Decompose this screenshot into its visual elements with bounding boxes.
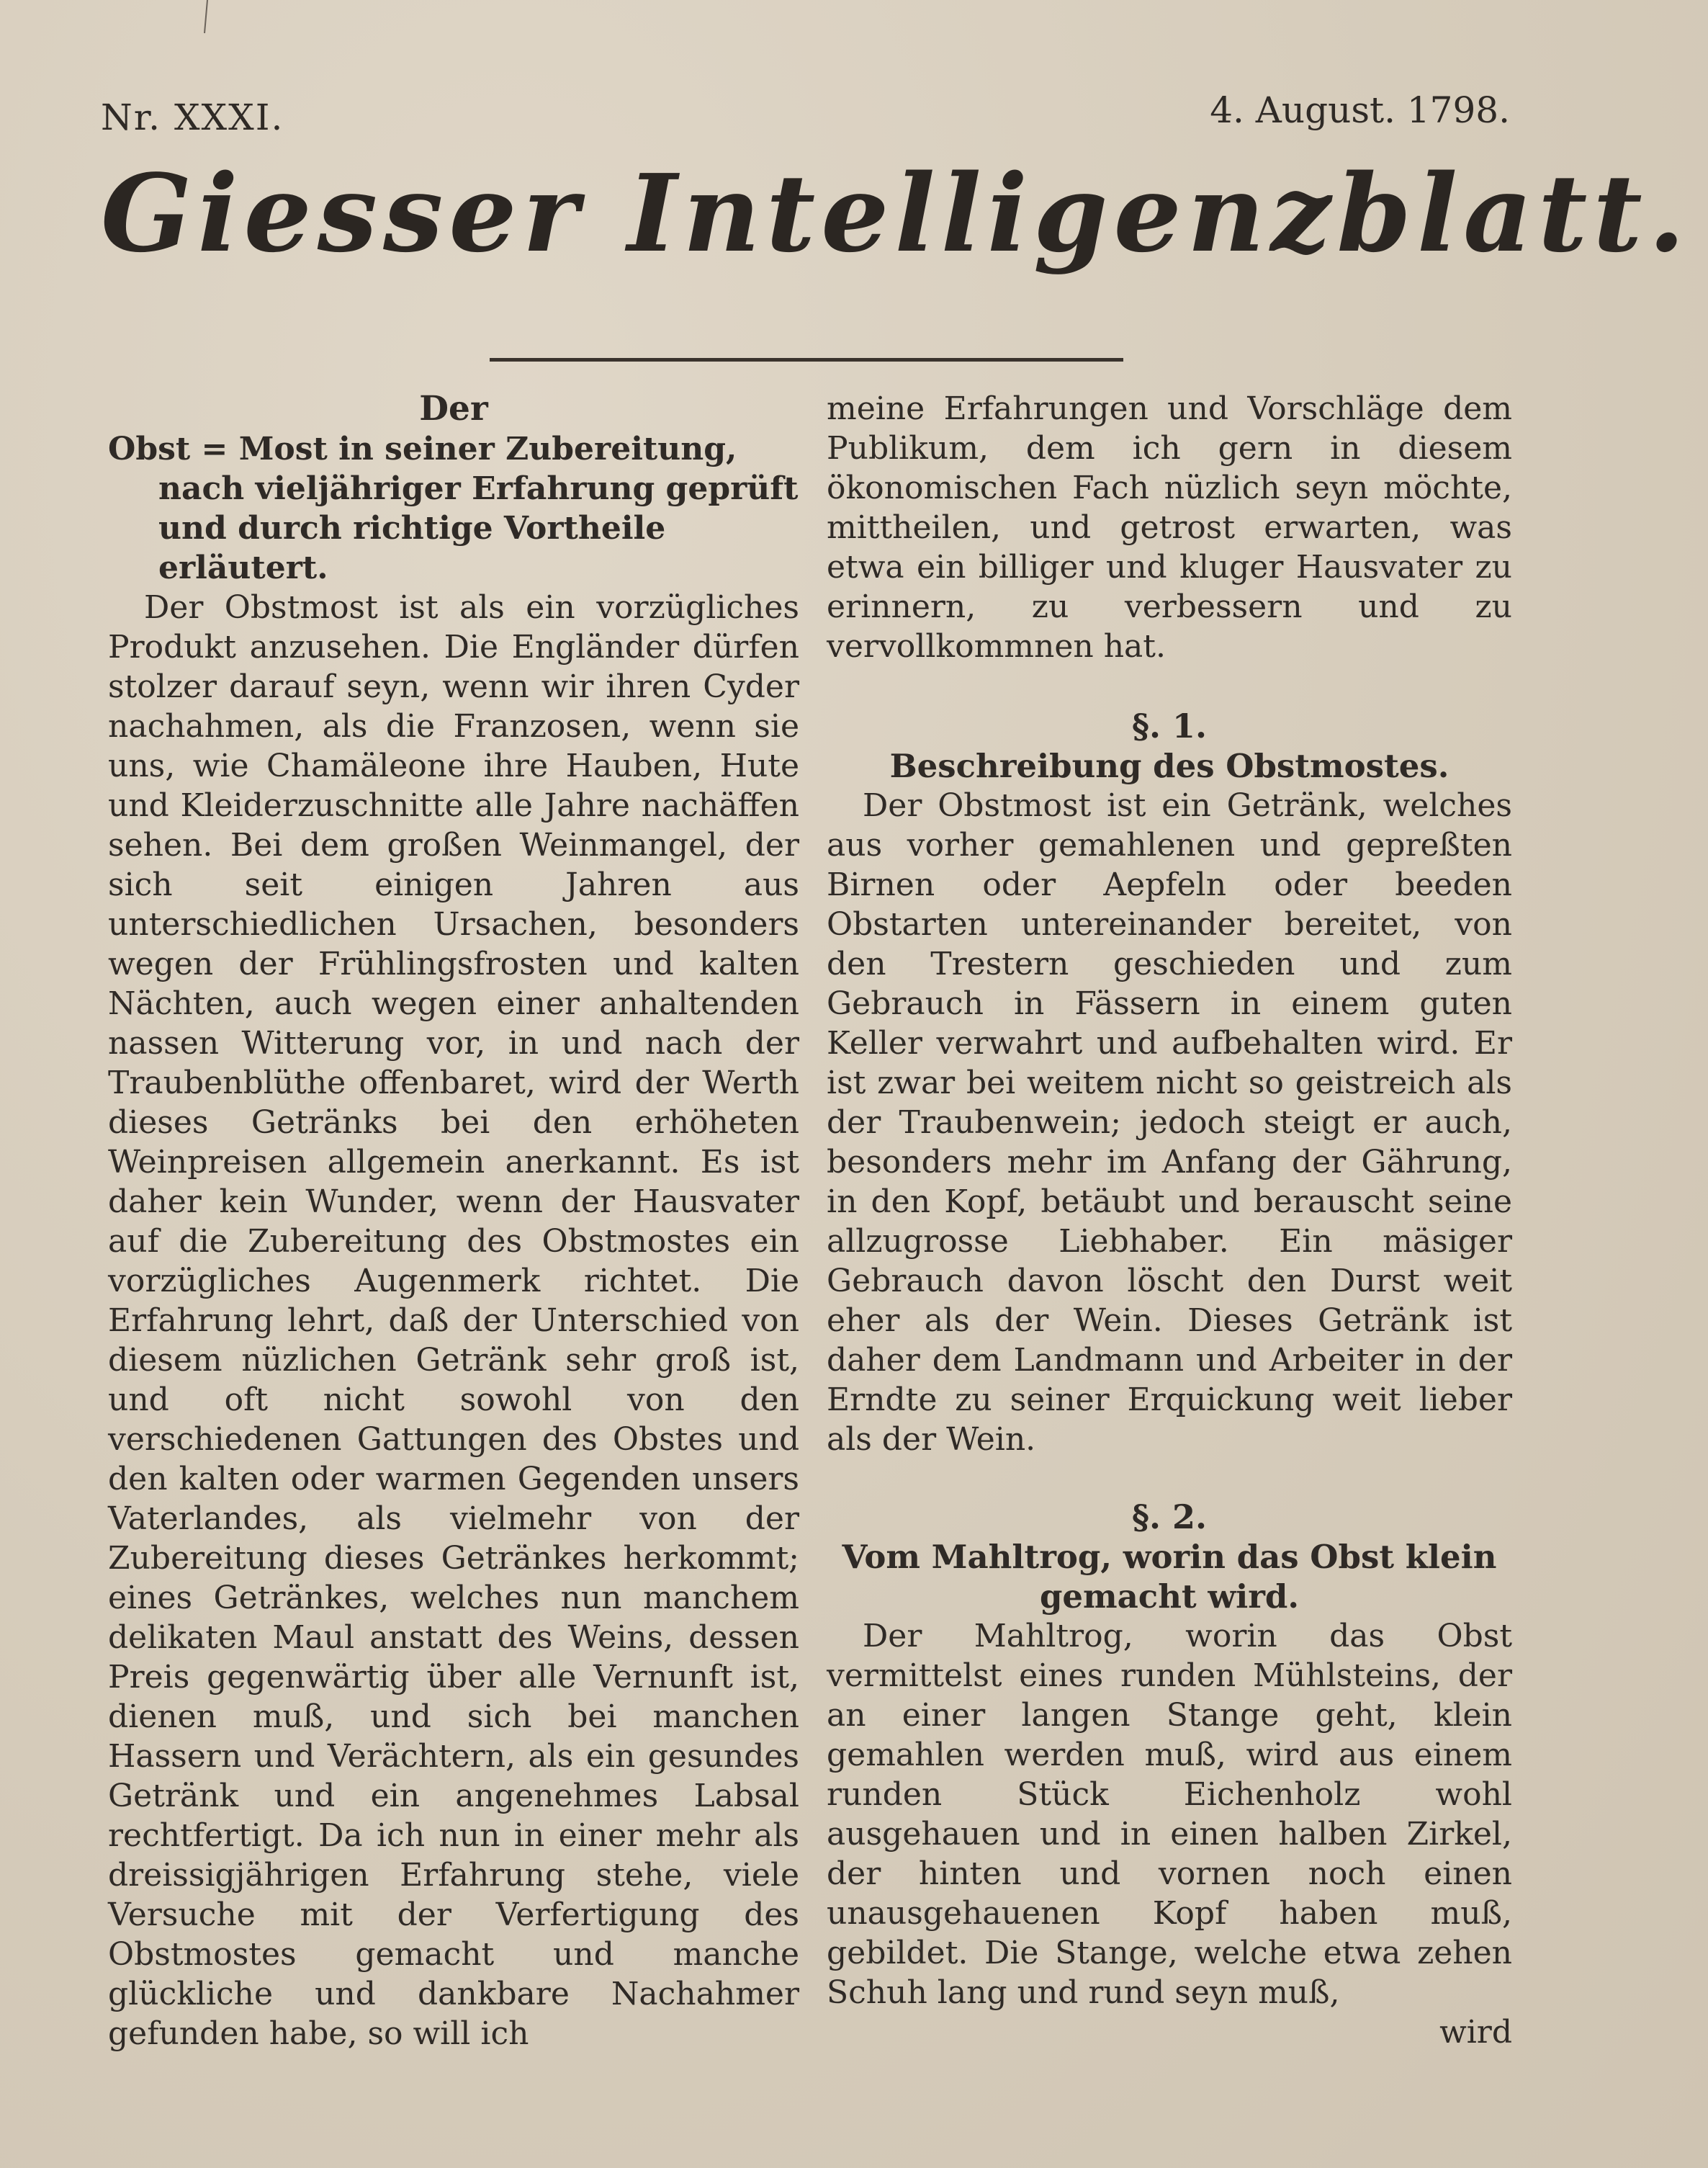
right-column	[827, 389, 1512, 2052]
pencil-mark	[203, 0, 209, 35]
masthead-rule	[490, 358, 1123, 362]
section-1-heading: Beschreibung des Obstmostes.	[889, 747, 1449, 785]
intro-paragraph: Der Obstmost ist als ein vorzügliches Produkt anzusehen. Die Engländer dürfen stolzer darauf seyn, wenn wir ihren Cyder nachahmen, als die Franzosen, wenn sie uns, wie Chamäleone ihre Hauben, Hute und Kleiderzuschnitte alle Jahre nachäffen sehen. Bei dem großen Weinmangel, der sich seit einigen Jahren aus unterschiedlichen Ursachen, besonders wegen der Frühlingsfrosten und kalten Nächten, auch wegen einer anhaltenden nassen Witterung vor, in und nach der Traubenblüthe offenbaret, wird der Werth dieses Getränks bei den erhöheten Weinpreisen allgemein anerkannt. Es ist daher kein Wunder, wenn der Hausvater auf die Zubereitung des Obstmostes ein vorzügliches Augenmerk richtet. Die Erfahrung lehrt, daß der Unterschied von diesem nüzlichen Getränk sehr groß ist, und oft nicht sowohl von den verschiedenen Gattungen des Obstes und den kalten oder warmen Gegenden unsers Vaterlandes, als vielmehr von der Zubereitung dieses Getränkes herkommt; eines Getränkes, welches nun manchem delikaten Maul anstatt des Weins, dessen Preis gegenwärtig über alle Vernunft ist, dienen muß, und sich bei manchen Hassern und Verächtern, als ein gesundes Getränk und ein angenehmes Labsal rechtfertigt. Da ich nun in einer mehr als dreissigjährigen Erfahrung stehe, viele Versuche mit der Verfertigung des Obstmostes gemacht und manche glückliche und dankbare Nachahmer gefunden habe, so will ich	[108, 589, 799, 2052]
issue-number: Nr. XXXI.	[101, 97, 284, 138]
catchword: wird	[1439, 2014, 1512, 2051]
masthead-title: Giesser Intelligenzblatt.	[101, 151, 1691, 276]
left-column	[108, 389, 799, 2053]
section-2-text: Der Mahltrog, worin das Obst vermittelst eines runden Mühlsteins, der an einer langen Stange geht, klein gemahlen werden muß, wird aus einem runden Stück Eichenholz wohl ausgehauen und in einen halben Zirkel, der hinten und vornen noch einen unausgehauenen Kopf haben muß, gebildet. Die Stange, welche etwa zehen Schuh lang und rund seyn muß,	[827, 1618, 1512, 2011]
section-1-mark: §. 1.	[1131, 707, 1208, 745]
article-title-word: Der	[419, 389, 488, 429]
issue-date: 4. August. 1798.	[1210, 89, 1510, 131]
section-2-heading: Vom Mahltrog, worin das Obst klein gemacht wird.	[842, 1538, 1497, 1616]
article-subtitle: Obst = Most in seiner Zubereitung, nach vieljähriger Erfahrung geprüft und durch richtige Vortheile erläutert.	[108, 431, 799, 586]
intro-continuation: meine Erfahrungen und Vorschläge dem Publikum, dem ich gern in diesem ökonomischen Fach nüzlich seyn möchte, mittheilen, und getrost erwarten, was etwa ein billiger und kluger Hausvater zu erinnern, zu verbessern und zu vervollkommnen hat.	[827, 390, 1512, 665]
section-1-text: Der Obstmost ist ein Getränk, welches aus vorher gemahlenen und gepreßten Birnen oder Aepfeln oder beeden Obstarten untereinander bereitet, von den Trestern geschieden und zum Gebrauch in Fässern in einem guten Keller verwahrt und aufbehalten wird. Er ist zwar bei weitem nicht so geistreich als der Traubenwein; jedoch steigt er auch, besonders mehr im Anfang der Gährung, in den Kopf, betäubt und berauscht seine allzugrosse Liebhaber. Ein mäsiger Gebrauch davon löscht den Durst weit eher als der Wein. Dieses Getränk ist daher dem Landmann und Arbeiter in der Erndte zu seiner Erquickung weit lieber als der Wein.	[827, 787, 1512, 1458]
section-2-mark: §. 2.	[1131, 1497, 1208, 1536]
